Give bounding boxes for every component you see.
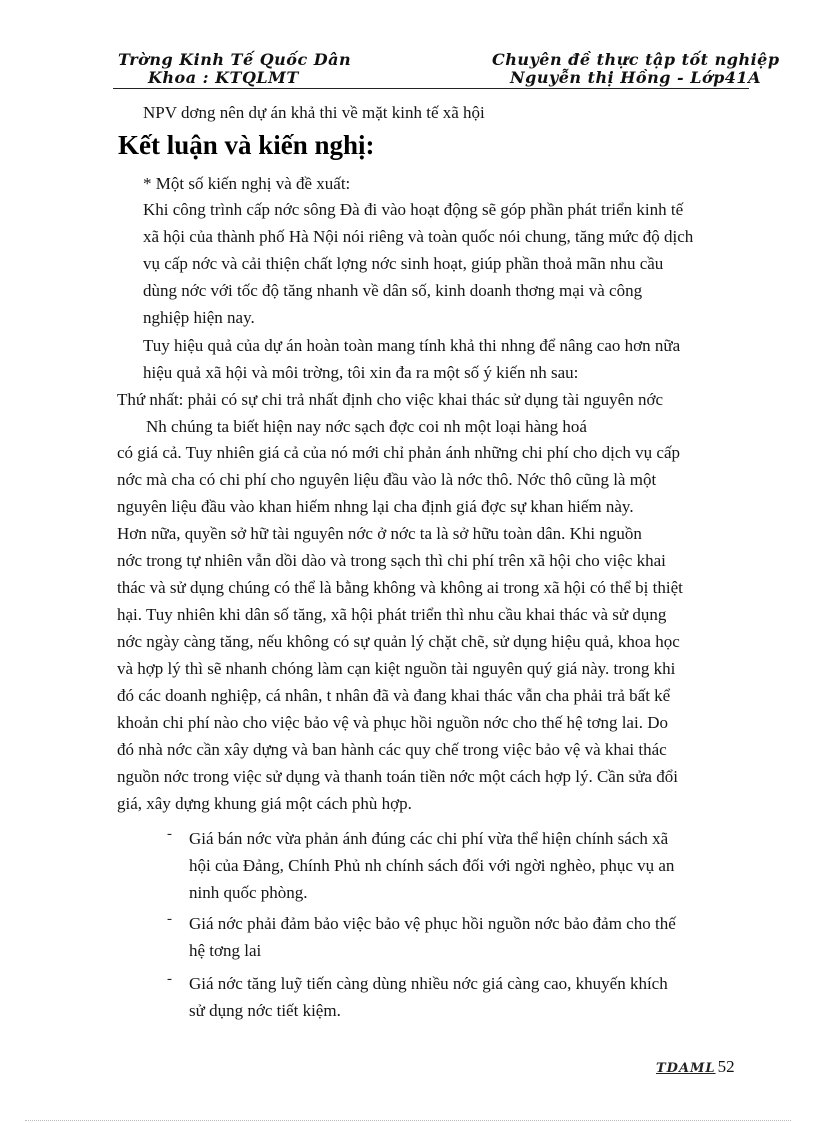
bullet-line: hội của Đảng, Chính Phủ nh chính sách đối với ngời nghèo, phục vụ an	[189, 856, 675, 875]
paragraph-line: Hơn nữa, quyền sở hữ tài nguyên nớc ở nớc ta là sở hữu toàn dân. Khi nguồn	[117, 524, 642, 543]
paragraph-line: nớc trong tự nhiên vẫn dồi dào và trong sạch thì chi phí trên xã hội cho việc khai	[117, 551, 666, 570]
bullet-line: hệ tơng lai	[189, 941, 262, 960]
paragraph-line: Nh chúng ta biết hiện nay nớc sạch đợc coi nh một loại hàng hoá	[146, 417, 587, 436]
bullet-line: ninh quốc phòng.	[189, 883, 308, 902]
bullet-line: Giá nớc phải đảm bảo việc bảo vệ phục hồi nguồn nớc bảo đảm cho thế	[189, 914, 676, 933]
paragraph-line: nớc ngày càng tăng, nếu không có sự quản lý chặt chẽ, sử dụng hiệu quả, khoa học	[117, 632, 680, 651]
paragraph-line: Khi công trình cấp nớc sông Đà đi vào hoạt động sẽ góp phần phát triển kinh tế	[143, 200, 684, 219]
paragraph-line: đó các doanh nghiệp, cá nhân, t nhân đã và đang khai thác vẫn cha phải trả bất kể	[117, 686, 671, 705]
paragraph-line: xã hội của thành phố Hà Nội nói riêng và toàn quốc nói chung, tăng mức độ dịch	[143, 227, 694, 246]
paragraph-line: hại. Tuy nhiên khi dân số tăng, xã hội phát triển thì nhu cầu khai thác và sử dụng	[117, 605, 667, 624]
header-thesis-title: Chuyên đề thực tập tốt nghiệp	[492, 50, 780, 69]
header-divider	[113, 88, 749, 89]
section-heading: Kết luận và kiến nghị:	[118, 130, 375, 160]
paragraph-line: và hợp lý thì sẽ nhanh chóng làm cạn kiệt nguồn tài nguyên quý giá này. trong khi	[117, 659, 676, 678]
paragraph-line: vụ cấp nớc và cải thiện chất lợng nớc sinh hoạt, giúp phần thoả mãn nhu cầu	[143, 254, 664, 273]
paragraph-line: nớc mà cha có chi phí cho nguyên liệu đầu vào là nớc thô. Nớc thô cũng là một	[117, 470, 657, 489]
footer-label: TDAML	[656, 1061, 716, 1076]
bullet-marker: -	[167, 826, 172, 842]
bullet-line: Giá nớc tăng luỹ tiến càng dùng nhiều nớc giá càng cao, khuyến khích	[189, 974, 668, 993]
page-footer	[656, 1057, 735, 1077]
bullet-line: Giá bán nớc vừa phản ánh đúng các chi phí vừa thể hiện chính sách xã	[189, 829, 669, 848]
paragraph-line: * Một số kiến nghị và đề xuất:	[143, 174, 351, 193]
paragraph-line: nguồn nớc trong việc sử dụng và thanh toán tiền nớc một cách hợp lý. Cần sửa đổi	[117, 767, 678, 786]
npv-conclusion-line: NPV dơng nên dự án khả thi về mặt kinh tế xã hội	[143, 103, 485, 122]
paragraph-line: đó nhà nớc cần xây dựng và ban hành các quy chế trong việc bảo vệ và khai thác	[117, 740, 667, 759]
page-bottom-border	[25, 1120, 791, 1121]
page-number: 52	[717, 1057, 735, 1076]
paragraph-line: có giá cả. Tuy nhiên giá cả của nó mới chỉ phản ánh những chi phí cho dịch vụ cấp	[117, 443, 681, 462]
header-school: Trờng Kinh Tế Quốc Dân	[118, 50, 352, 69]
bullet-marker: -	[167, 971, 172, 987]
paragraph-line: nguyên liệu đầu vào khan hiếm nhng lại cha định giá đợc sự khan hiếm này.	[117, 497, 634, 516]
bullet-line: sử dụng nớc tiết kiệm.	[189, 1001, 341, 1020]
paragraph-line: dùng nớc với tốc độ tăng nhanh về dân số, kinh doanh thơng mại và công	[143, 281, 643, 300]
bullet-marker: -	[167, 911, 172, 927]
paragraph-line: Tuy hiệu quả của dự án hoàn toàn mang tính khả thi nhng để nâng cao hơn nữa	[143, 336, 681, 355]
paragraph-line: Thứ nhất: phải có sự chi trả nhất định cho việc khai thác sử dụng tài nguyên nớc	[117, 390, 664, 409]
header-author: Nguyễn thị Hồng - Lớp41A	[510, 68, 761, 87]
paragraph-line: khoản chi phí nào cho việc bảo vệ và phục hồi nguồn nớc cho thế hệ tơng lai. Do	[117, 713, 668, 732]
paragraph-line: hiệu quả xã hội và môi trờng, tôi xin đa ra một số ý kiến nh sau:	[143, 363, 579, 382]
header-faculty: Khoa : KTQLMT	[148, 68, 299, 87]
paragraph-line: thác và sử dụng chúng có thể là bằng không và không ai trong xã hội có thể bị thiệt	[117, 578, 683, 597]
paragraph-line: nghiệp hiện nay.	[143, 308, 255, 327]
paragraph-line: giá, xây dựng khung giá một cách phù hợp.	[117, 794, 412, 813]
